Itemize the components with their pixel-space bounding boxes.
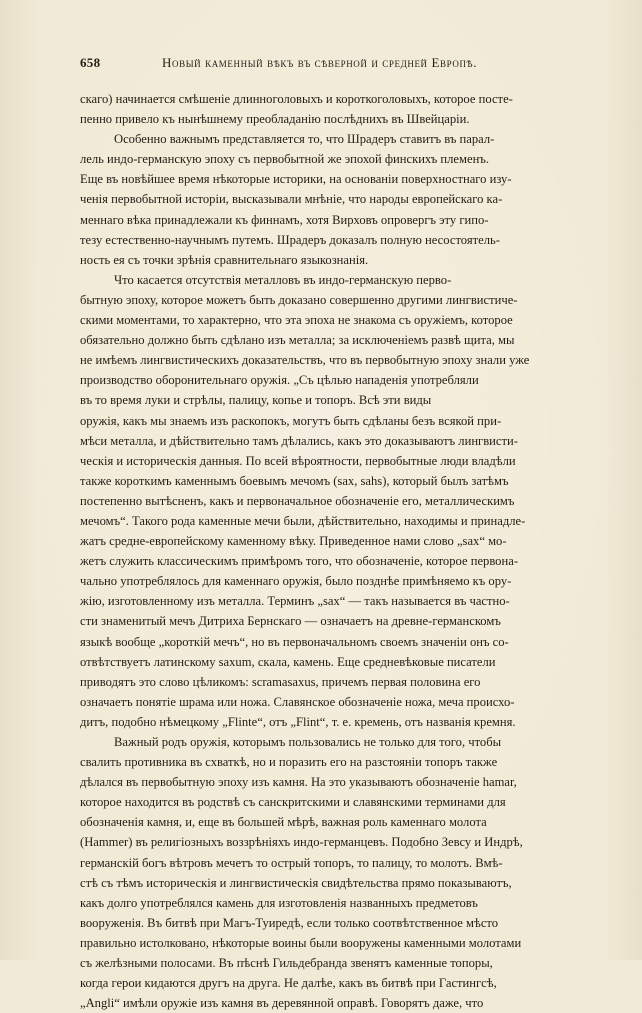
text-line: Важный родъ оружія, которымъ пользовались не только для того, чтобы xyxy=(114,735,502,749)
text-line: съ желѣзными полосами. Въ пѣснѣ Гильдебранда звенятъ каменные топоры, xyxy=(80,956,493,971)
text-line: скими моментами, то характерно, что эта эпоха не знакома съ оружіемъ, которое xyxy=(80,313,513,328)
text-line: ность ея съ точки зрѣнія сравнительнаго языкознанія. xyxy=(80,252,369,267)
text-line: приводятъ это слово цѣликомъ: scramasaxus, причемъ первая половина его xyxy=(80,674,481,689)
text-line: свалить противника въ схваткѣ, но и поразить его на разстояніи топоръ также xyxy=(80,755,498,770)
page-number: 658 xyxy=(80,55,101,70)
text-line: отвѣтствуетъ латинскому saxum, скала, камень. Еще средневѣковые писатели xyxy=(80,654,496,669)
text-line: правильно истолковано, нѣкоторые воины были вооружены каменными молотами xyxy=(80,935,522,950)
text-line: оружія, какъ мы знаемъ изъ раскопокъ, могутъ быть сдѣланы безъ всякой при- xyxy=(80,413,502,428)
text-line: когда герои кидаются другъ на друга. Не далѣе, какъ въ битвѣ при Гастингсѣ, xyxy=(80,976,497,991)
text-line: скаго) начинается смѣшеніе длинноголовыхъ и короткоголовыхъ, которое посте- xyxy=(80,92,513,106)
text-line: какъ долго употреблялся камень для изготовленія названныхъ предметовъ xyxy=(80,895,478,910)
text-line: мечомъ“. Такого рода каменные мечи были, дѣйствительно, находимы и принадле- xyxy=(80,513,526,528)
text-line: Еще въ новѣйшее время нѣкоторые историки, на основаніи поверхностнаго изу- xyxy=(80,172,512,187)
text-line: также короткимъ каменнымъ боевымъ мечомъ (sax, sahs), который былъ затѣмъ xyxy=(80,473,509,488)
text-line: пенно привело къ нынѣшнему преобладанію послѣднихъ въ Швейцаріи. xyxy=(80,112,470,127)
text-line: чально употреблялось для каменнаго оружія, было позднѣе примѣняемо къ ору- xyxy=(80,574,512,589)
text-line: (Hammer) въ религіозныхъ воззрѣніяхъ индо-германцевъ. Подобно Зевсу и Индрѣ, xyxy=(80,835,523,850)
text-line: „Angli“ имѣли оружіе изъ камня въ деревянной оправѣ. Говорятъ даже, что xyxy=(80,996,484,1011)
text-line: обязательно должно быть сдѣлано изъ металла; за исключеніемъ развѣ щита, мы xyxy=(80,333,515,348)
body-text xyxy=(80,89,562,1013)
page-header xyxy=(80,55,558,75)
text-line: Что касается отсутствія металловъ въ индо-германскую перво- xyxy=(114,272,452,287)
text-line: стѣ съ тѣмъ историческія и лингвистическія свидѣтельства прямо показываютъ, xyxy=(80,875,512,890)
text-line: въ то время луки и стрѣлы, палицу, копье и топоръ. Всѣ эти виды xyxy=(80,393,432,408)
text-line: которое находится въ родствѣ съ санскритскими и славянскими терминами для xyxy=(80,795,506,810)
text-line: дитъ, подобно нѣмецкому „Flinte“, отъ „Flint“, т. е. кремень, отъ названія кремня. xyxy=(80,714,516,729)
running-title: Новый каменный вѣкъ въ сѣверной и средней Европѣ. xyxy=(162,55,478,70)
text-line: жетъ служить классическимъ примѣромъ того, что обозначеніе, которое первона- xyxy=(80,554,519,569)
text-line: бытную эпоху, которое можетъ быть доказано совершенно другими лингвистиче- xyxy=(80,292,518,307)
text-line: дѣлался въ первобытную эпоху изъ камня. На это указываютъ обозначеніе hamar, xyxy=(80,775,517,790)
text-line: жатъ средне-европейскому каменному вѣку. Приведенное нами слово „sax“ мо- xyxy=(80,534,507,549)
text-line: меннаго вѣка принадлежали къ финнамъ, хотя Вирховъ опровергъ эту гипо- xyxy=(80,212,489,227)
text-line: вооруженія. Въ битвѣ при Магъ-Туиредѣ, если только соотвѣтственное мѣсто xyxy=(80,915,499,930)
text-line: обозначенія камня, и, еще въ большей мѣрѣ, важная роль каменнаго молота xyxy=(80,815,487,830)
text-line: лель индо-германскую эпоху съ первобытной же эпохой финскихъ племенъ. xyxy=(80,152,489,167)
text-line: мѣси металла, и дѣйствительно тамъ дѣлались, какъ это доказываютъ лингвисти- xyxy=(80,433,518,448)
text-line: постепенно вытѣсненъ, какъ и первоначальное обозначеніе его, металлическимъ xyxy=(80,493,515,508)
text-line: сти знаменитый мечъ Дитриха Бернскаго — означаетъ на древне-германскомъ xyxy=(80,614,501,629)
text-line: жію, изготовленному изъ металла. Терминъ „sax“ — такъ называется въ частно- xyxy=(80,594,510,609)
text-line: не имѣемъ лингвистическихъ доказательствъ, что въ первобытную эпоху знали уже xyxy=(80,353,530,368)
text-line: тезу естественно-научнымъ путемъ. Шрадеръ доказалъ полную несостоятель- xyxy=(80,232,500,247)
text-line: производство оборонительнаго оружія. „Съ цѣлью нападенія употребляли xyxy=(80,373,479,388)
text-line: ченія первобытной исторіи, высказывали мнѣніе, что народы европейскаго ка- xyxy=(80,192,503,207)
text-line: ческія и историческія данныя. По всей вѣроятности, первобытные люди владѣли xyxy=(80,453,516,468)
text-line: германскій богъ вѣтровъ мечетъ то острый топоръ, то палицу, то молотъ. Вмѣ- xyxy=(80,855,503,870)
text-line: языкѣ вообще „короткій мечъ“, но въ первоначальномъ своемъ значеніи онъ со- xyxy=(80,634,509,649)
text-line: означаетъ понятіе шрама или ножа. Славянское обозначеніе ножа, меча происхо- xyxy=(80,694,515,709)
text-line: Особенно важнымъ представляется то, что Шрадеръ ставитъ въ парал- xyxy=(114,132,495,147)
